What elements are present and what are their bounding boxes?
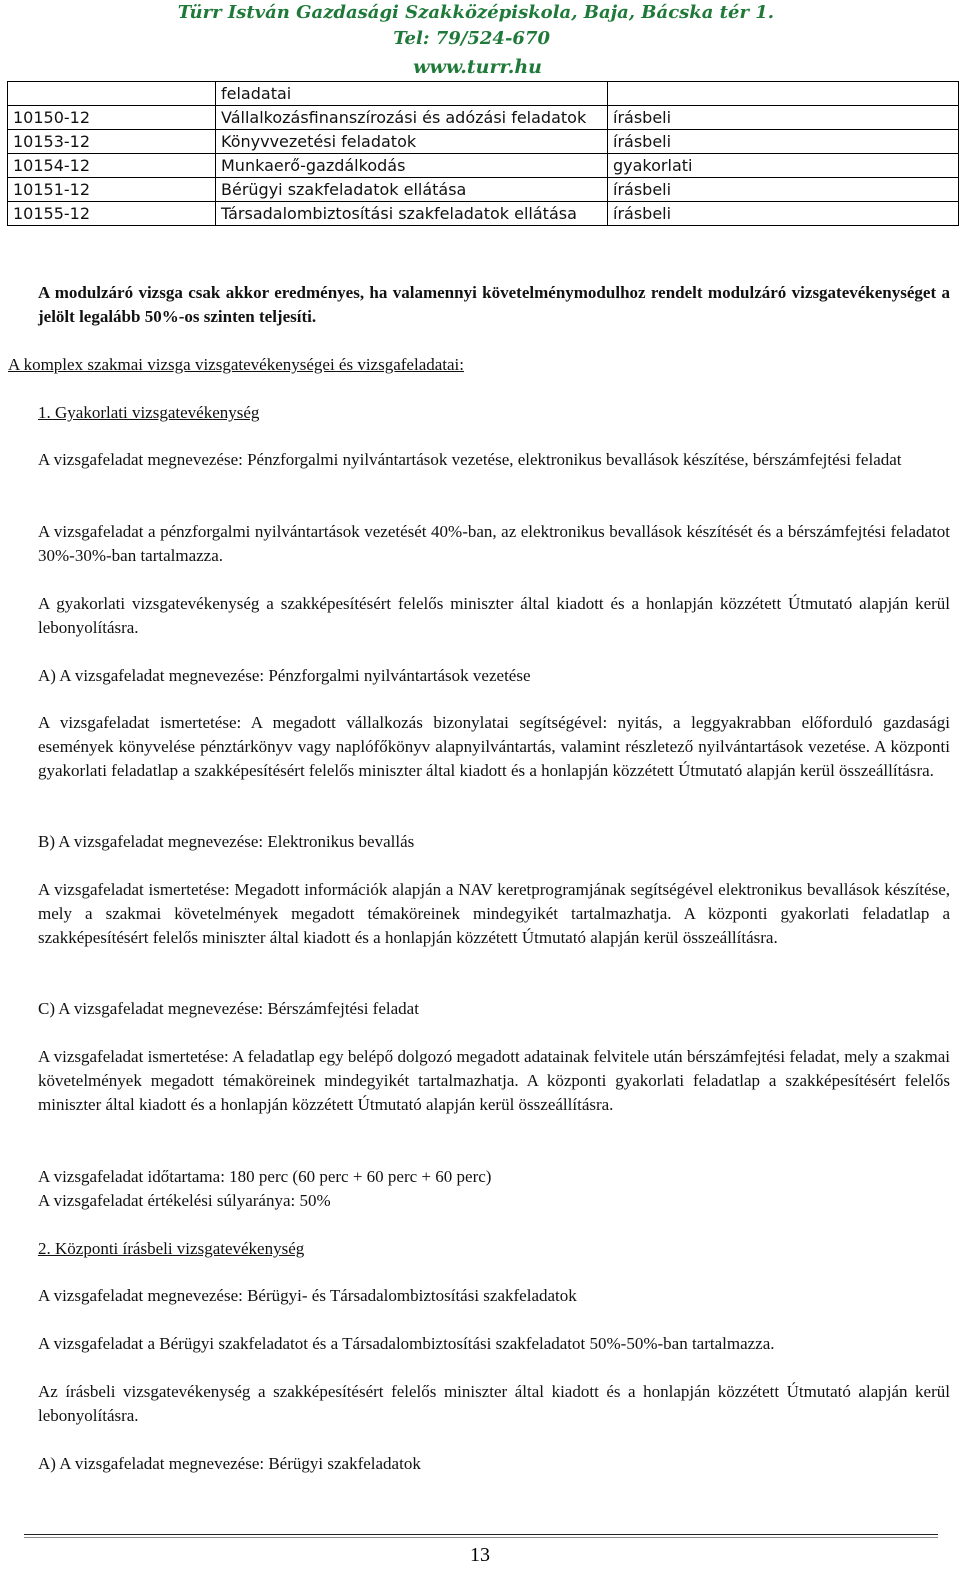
section2-guide-note: Az írásbeli vizsgatevékenység a szakképesítésért felelős miniszter által kiadott és a honlapján közzétett Útmutató alapján kerül lebonyolításra. xyxy=(38,1382,950,1425)
exam-type-cell: írásbeli xyxy=(608,106,959,130)
school-phone-header: Tel: 79/524-670 xyxy=(393,28,550,49)
section1-guide-note: A gyakorlati vizsgatevékenység a szakképesítésért felelős miniszter által kiadott és a honlapján közzétett Útmutató alapján kerül lebonyolításra. xyxy=(38,594,950,637)
module-name-cell: Társadalombiztosítási szakfeladatok ellátása xyxy=(216,202,608,226)
modulzaro-note: A modulzáró vizsga csak akkor eredményes, ha valamennyi követelménymodulhoz rendelt modulzáró vizsgatevékenységet a jelölt legalább 50%-os szinten teljesíti. xyxy=(38,283,950,326)
section2-task-a-title: A) A vizsgafeladat megnevezése: Bérügyi szakfeladatok xyxy=(38,1454,421,1473)
task-c-title: C) A vizsgafeladat megnevezése: Bérszámfejtési feladat xyxy=(38,999,419,1018)
module-code-cell: 10154-12 xyxy=(8,154,216,178)
footer-divider xyxy=(24,1537,938,1538)
module-name-cell: Vállalkozásfinanszírozási és adózási feladatok xyxy=(216,106,608,130)
task-b-description: A vizsgafeladat ismertetése: Megadott információk alapján a NAV keretprogramjának segítségével elektronikus bevallások készítése, mely a szakmai követelmények megadott témaköreinek mindegyikét tartalmazhatja. A központi gyakorlati feladatlap a szakképesítésért felelős miniszter által kiadott és a honlapján közzétett Útmutató alapján kerül összeállításra. xyxy=(38,880,950,947)
module-code-cell: 10150-12 xyxy=(8,106,216,130)
table-row xyxy=(8,106,959,130)
task-weight: A vizsgafeladat értékelési súlyaránya: 50% xyxy=(38,1191,331,1210)
module-name-cell: Könyvvezetési feladatok xyxy=(216,130,608,154)
table-row xyxy=(8,178,959,202)
module-table xyxy=(7,81,959,226)
table-row xyxy=(8,130,959,154)
module-code-cell: 10155-12 xyxy=(8,202,216,226)
table-row xyxy=(8,154,959,178)
module-code-cell: 10153-12 xyxy=(8,130,216,154)
module-code-cell: 10151-12 xyxy=(8,178,216,202)
module-code-cell xyxy=(8,82,216,106)
exam-type-cell: írásbeli xyxy=(608,178,959,202)
task-b-title: B) A vizsgafeladat megnevezése: Elektronikus bevallás xyxy=(38,832,415,851)
school-website-header: www.turr.hu xyxy=(413,56,542,78)
section2-heading: 2. Központi írásbeli vizsgatevékenység xyxy=(38,1239,305,1258)
school-name-header: Türr István Gazdasági Szakközépiskola, Baja, Bácska tér 1. xyxy=(177,2,774,23)
task-duration: A vizsgafeladat időtartama: 180 perc (60 perc + 60 perc + 60 perc) xyxy=(38,1167,492,1186)
exam-type-cell: írásbeli xyxy=(608,130,959,154)
section1-task-weights: A vizsgafeladat a pénzforgalmi nyilvántartások vezetését 40%-ban, az elektronikus bevallások készítését és a bérszámfejtési feladatot 30%-30%-ban tartalmazza. xyxy=(38,522,950,565)
task-c-description: A vizsgafeladat ismertetése: A feladatlap egy belépő dolgozó megadott adatainak felvitele után bérszámfejtési feladat, mely a szakmai követelmények megadott témaköreinek mindegyikét tartalmazhatja. A központi gyakorlati feladatlap a szakképesítésért felelős miniszter által kiadott és a honlapján közzétett Útmutató alapján kerül összeállításra. xyxy=(38,1047,950,1114)
module-name-cell: Munkaerő-gazdálkodás xyxy=(216,154,608,178)
exam-type-cell xyxy=(608,82,959,106)
exam-type-cell: írásbeli xyxy=(608,202,959,226)
table-row xyxy=(8,82,959,106)
task-a-description: A vizsgafeladat ismertetése: A megadott vállalkozás bizonylatai segítségével: nyitás, a leggyakrabban előforduló gazdasági események könyvelése pénztárkönyv vagy naplófőkönyv alapnyilvántartás, valamint részletező nyilvántartások vezetése. A központi gyakorlati feladatlap a szakképesítésért felelős miniszter által kiadott és a honlapján közzétett Útmutató alapján kerül összeállításra. xyxy=(38,713,950,780)
section2-task-weights: A vizsgafeladat a Bérügyi szakfeladatot és a Társadalombiztosítási szakfeladatot 50%-50%-ban tartalmazza. xyxy=(38,1334,775,1353)
footer-divider xyxy=(24,1534,938,1535)
table-row xyxy=(8,202,959,226)
section1-heading: 1. Gyakorlati vizsgatevékenység xyxy=(38,403,260,422)
page-number: 13 xyxy=(470,1544,490,1566)
exam-type-cell: gyakorlati xyxy=(608,154,959,178)
complex-exam-heading: A komplex szakmai vizsga vizsgatevékenységei és vizsgafeladatai: xyxy=(8,355,465,374)
module-name-cell: Bérügyi szakfeladatok ellátása xyxy=(216,178,608,202)
section2-task-name: A vizsgafeladat megnevezése: Bérügyi- és Társadalombiztosítási szakfeladatok xyxy=(38,1286,577,1305)
section1-task-name: A vizsgafeladat megnevezése: Pénzforgalmi nyilvántartások vezetése, elektronikus bevallások készítése, bérszámfejtési feladat xyxy=(38,450,902,469)
task-a-title: A) A vizsgafeladat megnevezése: Pénzforgalmi nyilvántartások vezetése xyxy=(38,666,531,685)
module-name-cell: feladatai xyxy=(216,82,608,106)
